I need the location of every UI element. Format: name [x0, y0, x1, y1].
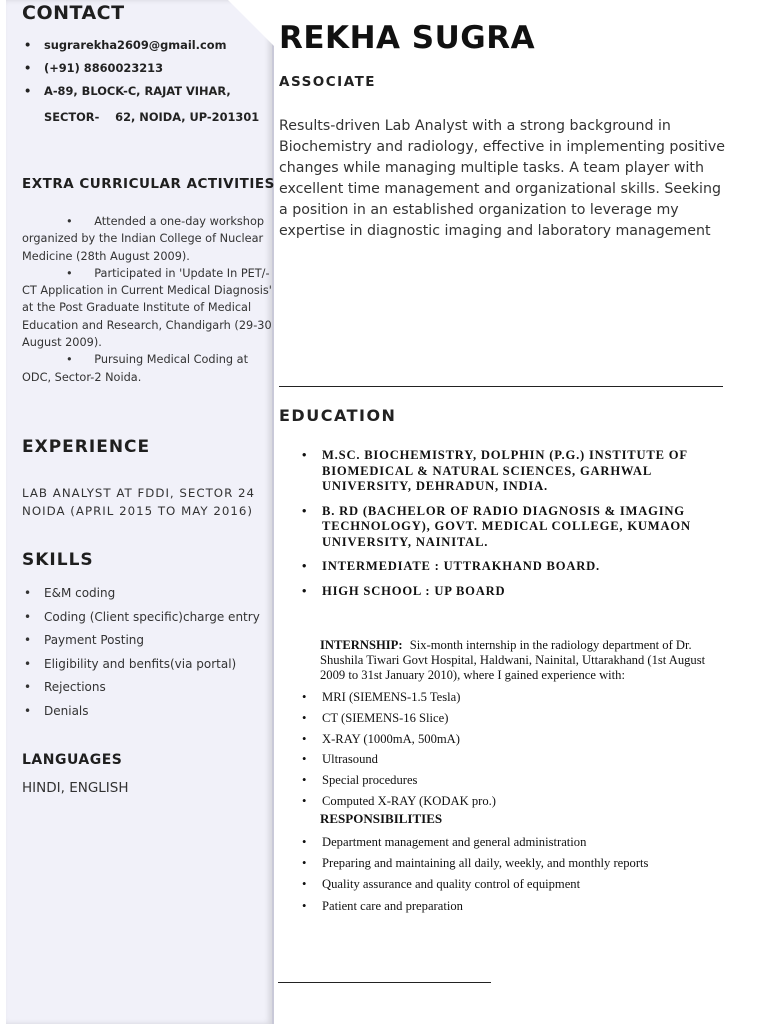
- skill-item: • Coding (Client specific)charge entry: [22, 608, 272, 632]
- contact-email[interactable]: • sugrarekha2609@gmail.com: [22, 38, 270, 53]
- skill-item: • Eligibility and benfits(via portal): [22, 655, 272, 679]
- contact-phone: • (+91) 8860023213: [22, 61, 270, 76]
- section-divider: [279, 386, 723, 387]
- candidate-role: ASSOCIATE: [279, 74, 377, 90]
- languages-text: HINDI, ENGLISH: [22, 780, 129, 796]
- profile-summary: Results-driven Lab Analyst with a strong background in Biochemistry and radiology, effective in implementing positive changes while managing multiple tasks. A team player with excellent time management and organizational skills. Seeking a position in an established organization to leverage my expertise in diagnostic imaging and laboratory management: [279, 118, 725, 239]
- equipment-list: [300, 688, 720, 813]
- equipment-item: • MRI (SIEMENS-1.5 Tesla): [300, 688, 720, 709]
- equipment-item: • Ultrasound: [300, 750, 720, 771]
- responsibilities-heading: RESPONSIBILITIES: [320, 811, 443, 826]
- equipment-item: • Computed X-RAY (KODAK pro.): [300, 792, 720, 813]
- responsibilities-list: [300, 833, 720, 918]
- extra-curricular-heading: EXTRA CURRICULAR ACTIVITIES: [22, 176, 275, 192]
- education-item: • B. RD (BACHELOR OF RADIO DIAGNOSIS & IMAGING TECHNOLOGY), GOVT. MEDICAL COLLEGE, KUMAON UNIVERSITY, NAINITAL.: [300, 504, 720, 551]
- activity-item: • Attended a one-day workshop organized by the Indian College of Nuclear Medicine (28th August 2009).: [22, 215, 265, 263]
- experience-heading: EXPERIENCE: [22, 437, 151, 457]
- skills-heading: SKILLS: [22, 550, 94, 570]
- education-item: • INTERMEDIATE : UTTRAKHAND BOARD.: [300, 559, 720, 575]
- responsibility-item: • Quality assurance and quality control of equipment: [300, 875, 720, 896]
- responsibility-item: • Department management and general administration: [300, 833, 720, 854]
- equipment-item: • Special procedures: [300, 771, 720, 792]
- contact-list: [22, 38, 270, 107]
- internship-label: INTERNSHIP:: [320, 638, 403, 652]
- contact-address-line2: SECTOR- 62, NOIDA, UP-201301: [44, 110, 260, 124]
- activity-item: • Pursuing Medical Coding at ODC, Sector-2 Noida.: [22, 353, 248, 384]
- education-item: • M.SC. BIOCHEMISTRY, DOLPHIN (P.G.) INSTITUTE OF BIOMEDICAL & NATURAL SCIENCES, GARHWAL UNIVERSITY, DEHRADUN, INDIA.: [300, 448, 720, 495]
- contact-heading: CONTACT: [22, 2, 125, 24]
- responsibility-item: • Patient care and preparation: [300, 897, 720, 918]
- contact-address: • A-89, BLOCK-C, RAJAT VIHAR,: [22, 84, 270, 99]
- activity-item: • Participated in 'Update In PET/- CT Application in Current Medical Diagnosis' at the Post Graduate Institute of Medical Education and Research, Chandigarh (29-30 August 2009).: [22, 266, 272, 350]
- internship-text: Six-month internship in the radiology department of Dr. Shushila Tiwari Govt Hospital, Haldwani, Nainital, Uttarakhand (1st August 2009 to 31st January 2010), where I gained experience with:: [320, 638, 706, 682]
- skill-item: • Denials: [22, 702, 272, 726]
- experience-text: LAB ANALYST AT FDDI, SECTOR 24 NOIDA (APRIL 2015 TO MAY 2016): [22, 486, 256, 518]
- education-heading: EDUCATION: [279, 406, 397, 425]
- education-item: • HIGH SCHOOL : UP BOARD: [300, 584, 720, 600]
- candidate-name: REKHA SUGRA: [279, 20, 536, 56]
- equipment-item: • CT (SIEMENS-16 Slice): [300, 709, 720, 730]
- languages-heading: LANGUAGES: [22, 752, 123, 768]
- extra-curricular-text: [22, 213, 274, 386]
- skill-item: • Rejections: [22, 678, 272, 702]
- education-list: [300, 448, 720, 608]
- responsibility-item: • Preparing and maintaining all daily, weekly, and monthly reports: [300, 854, 720, 875]
- skill-item: • E&M coding: [22, 584, 272, 608]
- skill-item: • Payment Posting: [22, 631, 272, 655]
- equipment-item: • X-RAY (1000mA, 500mA): [300, 730, 720, 751]
- footer-divider: [278, 982, 491, 983]
- internship-paragraph: [320, 638, 730, 683]
- skills-list: [22, 584, 272, 725]
